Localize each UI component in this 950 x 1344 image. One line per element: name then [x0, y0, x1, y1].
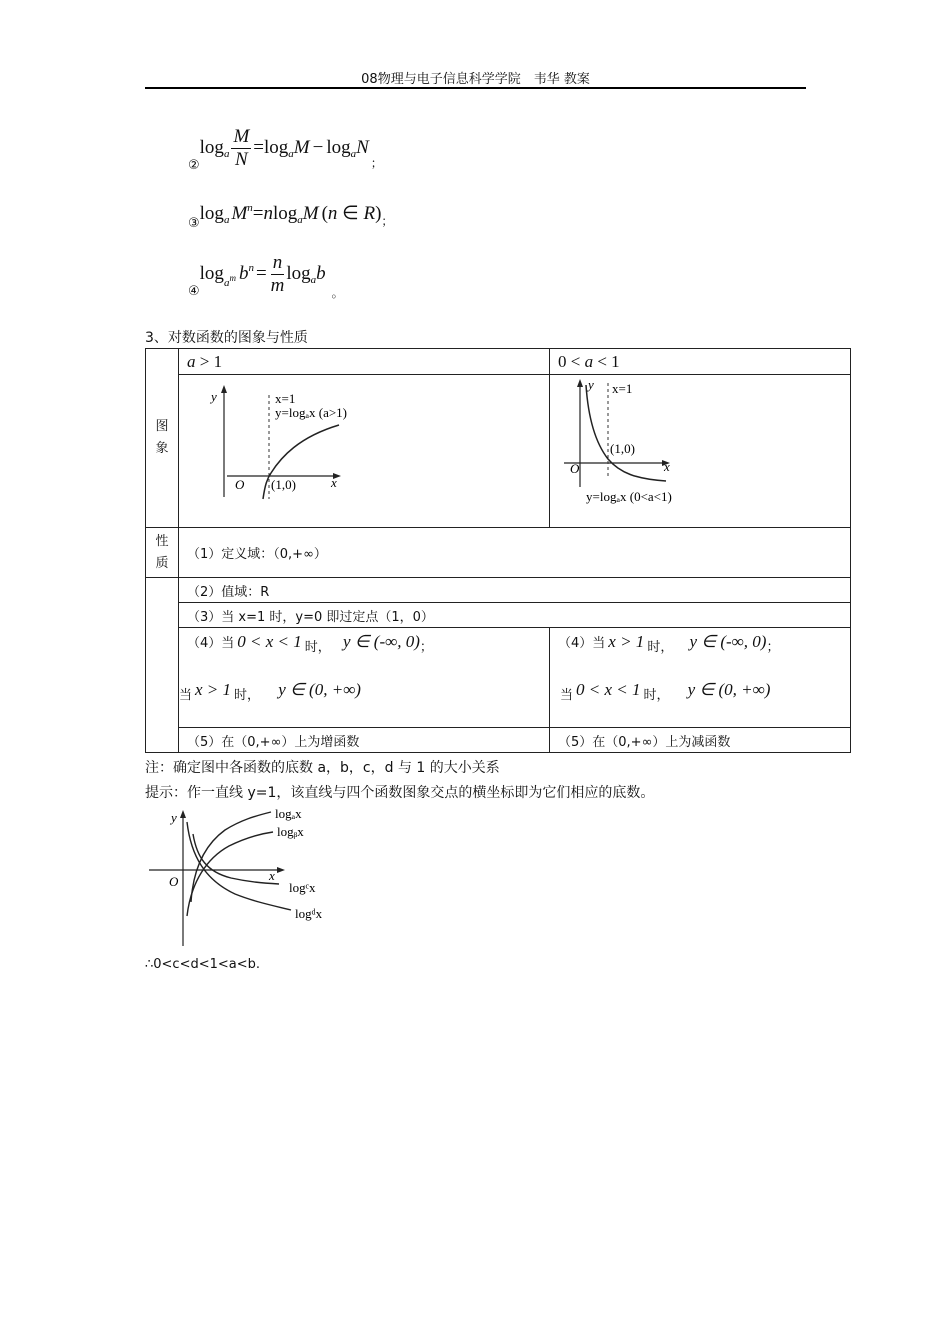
paren-close: ): [375, 203, 382, 224]
table-header-row: [146, 349, 851, 375]
graph-log-decreasing: [550, 375, 850, 523]
formula-2-marker: ②: [188, 157, 200, 173]
prop-decreasing: （5）在（0,+∞）上为减函数: [550, 728, 851, 753]
prop-increasing: （5）在（0,+∞）上为增函数: [179, 728, 550, 753]
label-log-c: logᶜx: [289, 880, 316, 895]
numerator: M: [233, 126, 250, 147]
sign-line-1: [187, 632, 541, 680]
equals-sign: =: [255, 262, 267, 284]
graph-log-increasing: [179, 375, 549, 523]
formula-3: [188, 202, 394, 231]
paren-open: (: [321, 203, 328, 224]
graph-four-logs: [145, 806, 365, 952]
point-label: (1,0): [610, 441, 635, 456]
range: y ∈ (-∞, 0): [689, 632, 767, 651]
log-base: a: [310, 273, 317, 286]
variable: R: [363, 203, 376, 224]
inequality: 0 <: [558, 351, 585, 371]
base-exponent: m: [229, 272, 236, 283]
text: 当: [179, 688, 193, 703]
x-label: x: [331, 475, 337, 490]
range: y ∈ (0, +∞): [687, 680, 771, 699]
variable: M: [302, 203, 319, 224]
sign-line-1: [558, 632, 842, 680]
variable: M: [293, 136, 310, 158]
hint-text: 提示：作一直线 y=1，该直线与四个函数图象交点的横坐标即为它们相应的底数。: [145, 785, 655, 801]
log-base: a: [223, 214, 230, 226]
fraction: [271, 252, 285, 297]
graph-cell-decreasing: [550, 375, 851, 528]
curve-log-a: [191, 812, 271, 902]
y-arrow-icon: [221, 385, 227, 393]
header-rule: [145, 87, 806, 89]
variable: n: [327, 203, 338, 224]
formula-3-marker: ③: [188, 216, 200, 231]
curve-log-d: [187, 822, 291, 910]
asymptote-label: x=1: [275, 391, 296, 406]
x-label: x: [664, 459, 670, 474]
coefficient: n: [263, 203, 273, 224]
exponent: n: [247, 202, 253, 214]
x-label: x: [269, 868, 275, 883]
log-text: log: [326, 136, 351, 158]
formula-2: [188, 126, 383, 171]
range: y ∈ (0, +∞): [278, 680, 361, 699]
numerator: n: [271, 252, 285, 275]
label-log-b: logᵦx: [277, 824, 304, 839]
text: 时，: [234, 688, 261, 703]
header-a-gt-1: [179, 349, 550, 375]
variable: b: [316, 262, 326, 284]
y-label: y: [588, 377, 594, 392]
punctuation: ；: [381, 214, 394, 228]
equals-sign: =: [252, 203, 264, 224]
row-label-props: [146, 528, 179, 578]
log-base: a: [223, 147, 230, 160]
sign-line-2: [560, 680, 842, 703]
punctuation: ；: [419, 640, 433, 655]
origin-label: O: [570, 461, 580, 476]
table-fixedpoint-row: [146, 603, 851, 628]
log-base: a: [288, 147, 294, 160]
log-text: log: [286, 262, 311, 284]
condition: x > 1: [195, 680, 232, 699]
curve-log-b: [187, 832, 273, 916]
variable: M: [231, 203, 248, 224]
row-label-graph: [146, 349, 179, 528]
point-label: (1,0): [271, 477, 296, 492]
x-arrow-icon: [277, 867, 285, 873]
asymptote-label: x=1: [612, 381, 633, 396]
denominator: N: [235, 149, 248, 170]
variable: a: [584, 351, 594, 371]
table-range-row: [146, 578, 851, 603]
log-text: log: [272, 203, 298, 224]
graph-cell-increasing: [179, 375, 550, 528]
log-base: a: [297, 214, 303, 226]
log-base: a: [223, 276, 230, 289]
y-arrow-icon: [577, 379, 583, 387]
denominator: m: [270, 275, 285, 296]
curve-log-c: [193, 834, 279, 884]
text: （4）当: [558, 636, 606, 651]
header-a-between: [550, 349, 851, 375]
inequality: < 1: [593, 351, 620, 371]
exponent: n: [248, 261, 254, 274]
log-text: log: [199, 203, 224, 224]
punctuation: 。: [331, 285, 344, 300]
table-domain-row: [146, 528, 851, 578]
equals-sign: =: [253, 136, 264, 158]
properties-table: [145, 348, 851, 753]
fraction: [231, 126, 251, 171]
y-arrow-icon: [180, 810, 186, 818]
text: （4）当: [187, 636, 235, 651]
variable: b: [238, 262, 249, 284]
range: y ∈ (-∞, 0): [342, 632, 420, 651]
table-monotonic-row: [146, 728, 851, 753]
log-text: log: [263, 136, 289, 158]
row-label-text: 性 质: [155, 533, 169, 571]
prop-domain: （1）定义域：（0,+∞）: [179, 528, 851, 578]
text: 时，: [643, 688, 670, 703]
log-text: log: [199, 136, 224, 158]
variable: N: [356, 136, 369, 158]
function-label: y=logₐx (a>1): [275, 405, 348, 420]
minus-sign: −: [312, 136, 324, 158]
label-log-a: logₐx: [275, 806, 302, 821]
row-label-text: 图 象: [155, 419, 169, 456]
prop-fixed-point: （3）当 x=1 时，y=0 即过定点（1，0）: [179, 603, 851, 628]
punctuation: ；: [370, 155, 383, 170]
log-curve: [586, 385, 666, 481]
formula-4-marker: ④: [188, 283, 200, 299]
prop-range: （2）值域：R: [179, 578, 851, 603]
condition: x > 1: [608, 632, 645, 651]
log-text: log: [199, 262, 224, 284]
inequality: > 1: [195, 351, 223, 371]
table-sign-row: [146, 628, 851, 728]
y-label: y: [171, 810, 177, 825]
label-log-d: logᵈx: [295, 906, 323, 921]
row-label-empty: [146, 578, 179, 753]
page-header: 08物理与电子信息科学学院 韦华 教案: [361, 72, 590, 87]
table-graph-row: [146, 375, 851, 528]
prop-sign-left: [179, 628, 550, 728]
text: 时，: [647, 640, 674, 655]
note-text: 注：确定图中各函数的底数 a，b，c，d 与 1 的大小关系: [145, 760, 500, 776]
formula-4: [188, 252, 344, 300]
punctuation: ；: [766, 640, 780, 655]
y-label: y: [211, 389, 217, 404]
origin-label: O: [169, 874, 179, 889]
element-of: ∈: [337, 203, 364, 224]
section-title: 3、对数函数的图象与性质: [145, 330, 308, 346]
function-label: y=logₐx (0<a<1): [586, 489, 672, 504]
condition: 0 < x < 1: [237, 632, 302, 651]
text: 当: [560, 688, 574, 703]
condition: 0 < x < 1: [576, 680, 641, 699]
conclusion-text: ∴0<c<d<1<a<b.: [145, 957, 261, 972]
variable: a: [187, 351, 196, 371]
text: 时，: [304, 640, 331, 655]
origin-label: O: [235, 477, 245, 492]
sign-line-2: [179, 680, 541, 703]
log-base: a: [350, 147, 357, 160]
prop-sign-right: [550, 628, 851, 728]
